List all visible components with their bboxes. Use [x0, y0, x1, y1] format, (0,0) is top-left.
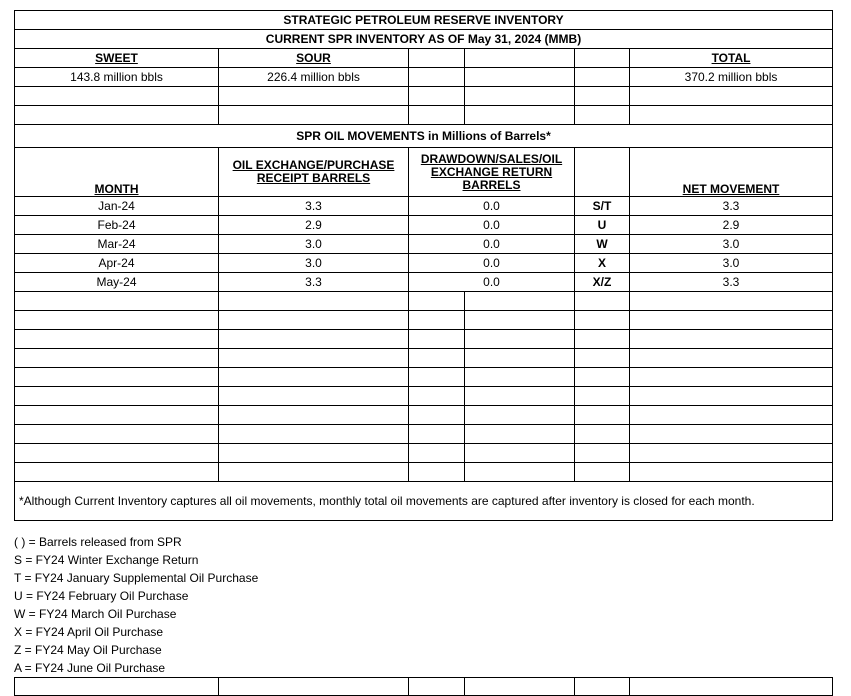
empty-cell [219, 349, 409, 368]
empty-cell [630, 330, 833, 349]
empty-cell [219, 678, 409, 696]
empty-cell [15, 311, 219, 330]
empty-cell [575, 444, 630, 463]
empty-cell [409, 368, 465, 387]
bottom-grid [14, 677, 833, 696]
empty-cell [465, 330, 575, 349]
cell-net: 2.9 [630, 216, 833, 235]
legend-item: T = FY24 January Supplemental Oil Purchase [14, 571, 259, 585]
empty-row [15, 368, 833, 387]
cell-code: X [575, 254, 630, 273]
empty-cell [575, 463, 630, 482]
empty-cell [15, 463, 219, 482]
empty-cell [219, 292, 409, 311]
empty-cell [219, 387, 409, 406]
empty-cell [219, 87, 409, 106]
title-row [15, 11, 833, 30]
cell-net: 3.0 [630, 235, 833, 254]
empty-cell [465, 368, 575, 387]
empty-cell [15, 87, 219, 106]
cell-code: X/Z [575, 273, 630, 292]
empty-cell [630, 368, 833, 387]
inventory-header-row [15, 49, 833, 68]
header-blank-3 [575, 49, 630, 68]
table-row [15, 235, 833, 254]
table-row [15, 254, 833, 273]
movements-header-row [15, 148, 833, 197]
empty-row [15, 311, 833, 330]
cell-net: 3.3 [630, 273, 833, 292]
footnote-row [15, 482, 833, 521]
empty-cell [15, 678, 219, 696]
empty-cell [15, 330, 219, 349]
cell-month: May-24 [15, 273, 219, 292]
empty-row [15, 292, 833, 311]
col-header-drawdown: DRAWDOWN/SALES/OIL EXCHANGE RETURN BARRELS [409, 148, 575, 197]
empty-row [15, 463, 833, 482]
cell-drawdown: 0.0 [409, 216, 575, 235]
cell-month: Jan-24 [15, 197, 219, 216]
col-header-month: MONTH [15, 148, 219, 197]
cell-code: S/T [575, 197, 630, 216]
subtitle-row [15, 30, 833, 49]
empty-row [15, 330, 833, 349]
cell-month: Feb-24 [15, 216, 219, 235]
empty-cell [15, 106, 219, 125]
cell-drawdown: 0.0 [409, 254, 575, 273]
col-header-code [575, 148, 630, 197]
empty-row [15, 444, 833, 463]
header-sweet: SWEET [15, 49, 219, 68]
empty-cell [15, 425, 219, 444]
empty-cell [15, 387, 219, 406]
empty-cell [465, 463, 575, 482]
value-blank-1 [409, 68, 465, 87]
empty-row [15, 678, 833, 696]
document-subtitle: CURRENT SPR INVENTORY AS OF May 31, 2024 (MMB) [15, 30, 833, 49]
empty-cell [575, 106, 630, 125]
cell-receipts: 3.3 [219, 197, 409, 216]
empty-cell [575, 292, 630, 311]
table-row [15, 273, 833, 292]
cell-net: 3.0 [630, 254, 833, 273]
empty-row [15, 387, 833, 406]
empty-cell [465, 387, 575, 406]
empty-cell [15, 406, 219, 425]
empty-cell [219, 444, 409, 463]
empty-cell [630, 678, 833, 696]
empty-cell [630, 444, 833, 463]
legend-item: ( ) = Barrels released from SPR [14, 535, 182, 549]
empty-cell [575, 330, 630, 349]
empty-cell [409, 330, 465, 349]
empty-cell [575, 87, 630, 106]
empty-cell [219, 311, 409, 330]
empty-cell [465, 444, 575, 463]
empty-cell [630, 349, 833, 368]
cell-receipts: 3.0 [219, 254, 409, 273]
value-sweet: 143.8 million bbls [15, 68, 219, 87]
footnote-text: *Although Current Inventory captures all oil movements, monthly total oil movements are captured after inventory is closed for each month. [15, 482, 833, 521]
col-header-receipts: OIL EXCHANGE/PURCHASE RECEIPT BARRELS [219, 148, 409, 197]
cell-receipts: 3.3 [219, 273, 409, 292]
value-total: 370.2 million bbls [630, 68, 833, 87]
empty-cell [465, 292, 575, 311]
empty-cell [409, 425, 465, 444]
inventory-table [14, 10, 833, 521]
empty-cell [465, 87, 575, 106]
empty-cell [219, 406, 409, 425]
cell-net: 3.3 [630, 197, 833, 216]
cell-drawdown: 0.0 [409, 273, 575, 292]
legend-item: X = FY24 April Oil Purchase [14, 625, 164, 639]
empty-cell [219, 368, 409, 387]
empty-cell [630, 406, 833, 425]
empty-cell [630, 106, 833, 125]
empty-cell [630, 311, 833, 330]
empty-cell [409, 106, 465, 125]
empty-cell [15, 368, 219, 387]
empty-cell [219, 425, 409, 444]
cell-drawdown: 0.0 [409, 235, 575, 254]
empty-cell [219, 463, 409, 482]
cell-month: Apr-24 [15, 254, 219, 273]
col-header-net: NET MOVEMENT [630, 148, 833, 197]
cell-month: Mar-24 [15, 235, 219, 254]
empty-cell [575, 311, 630, 330]
cell-drawdown: 0.0 [409, 197, 575, 216]
cell-code: W [575, 235, 630, 254]
empty-cell [219, 330, 409, 349]
empty-cell [465, 425, 575, 444]
empty-row [15, 349, 833, 368]
inventory-value-row [15, 68, 833, 87]
empty-cell [409, 406, 465, 425]
empty-cell [409, 292, 465, 311]
cell-receipts: 2.9 [219, 216, 409, 235]
header-blank-2 [465, 49, 575, 68]
empty-cell [630, 425, 833, 444]
empty-cell [409, 463, 465, 482]
empty-cell [630, 463, 833, 482]
empty-cell [575, 406, 630, 425]
empty-cell [630, 87, 833, 106]
empty-cell [465, 678, 575, 696]
header-total: TOTAL [630, 49, 833, 68]
empty-cell [575, 349, 630, 368]
empty-cell [15, 444, 219, 463]
empty-cell [575, 368, 630, 387]
empty-row [15, 425, 833, 444]
table-row [15, 197, 833, 216]
empty-cell [575, 387, 630, 406]
cell-receipts: 3.0 [219, 235, 409, 254]
empty-cell [15, 292, 219, 311]
empty-cell [409, 387, 465, 406]
empty-cell [630, 292, 833, 311]
legend-spacer [14, 521, 832, 533]
legend-block [14, 521, 832, 677]
empty-row [15, 87, 833, 106]
legend-item: A = FY24 June Oil Purchase [14, 661, 166, 675]
spreadsheet-sheet [0, 10, 851, 677]
table-row [15, 216, 833, 235]
empty-row [15, 106, 833, 125]
empty-cell [465, 311, 575, 330]
empty-cell [465, 349, 575, 368]
empty-cell [409, 678, 465, 696]
legend-item: W = FY24 March Oil Purchase [14, 607, 177, 621]
cell-code: U [575, 216, 630, 235]
empty-cell [409, 349, 465, 368]
empty-cell [630, 387, 833, 406]
header-sour: SOUR [219, 49, 409, 68]
document-title: STRATEGIC PETROLEUM RESERVE INVENTORY [15, 11, 833, 30]
movements-section-title: SPR OIL MOVEMENTS in Millions of Barrels* [15, 125, 833, 148]
empty-cell [465, 106, 575, 125]
value-blank-2 [465, 68, 575, 87]
header-blank-1 [409, 49, 465, 68]
value-blank-3 [575, 68, 630, 87]
empty-cell [219, 106, 409, 125]
legend-item: S = FY24 Winter Exchange Return [14, 553, 199, 567]
movements-title-row [15, 125, 833, 148]
legend-item: Z = FY24 May Oil Purchase [14, 643, 162, 657]
empty-cell [465, 406, 575, 425]
empty-cell [575, 678, 630, 696]
empty-cell [409, 444, 465, 463]
empty-cell [575, 425, 630, 444]
empty-row [15, 406, 833, 425]
empty-cell [409, 311, 465, 330]
empty-cell [409, 87, 465, 106]
value-sour: 226.4 million bbls [219, 68, 409, 87]
empty-cell [15, 349, 219, 368]
legend-item: U = FY24 February Oil Purchase [14, 589, 189, 603]
